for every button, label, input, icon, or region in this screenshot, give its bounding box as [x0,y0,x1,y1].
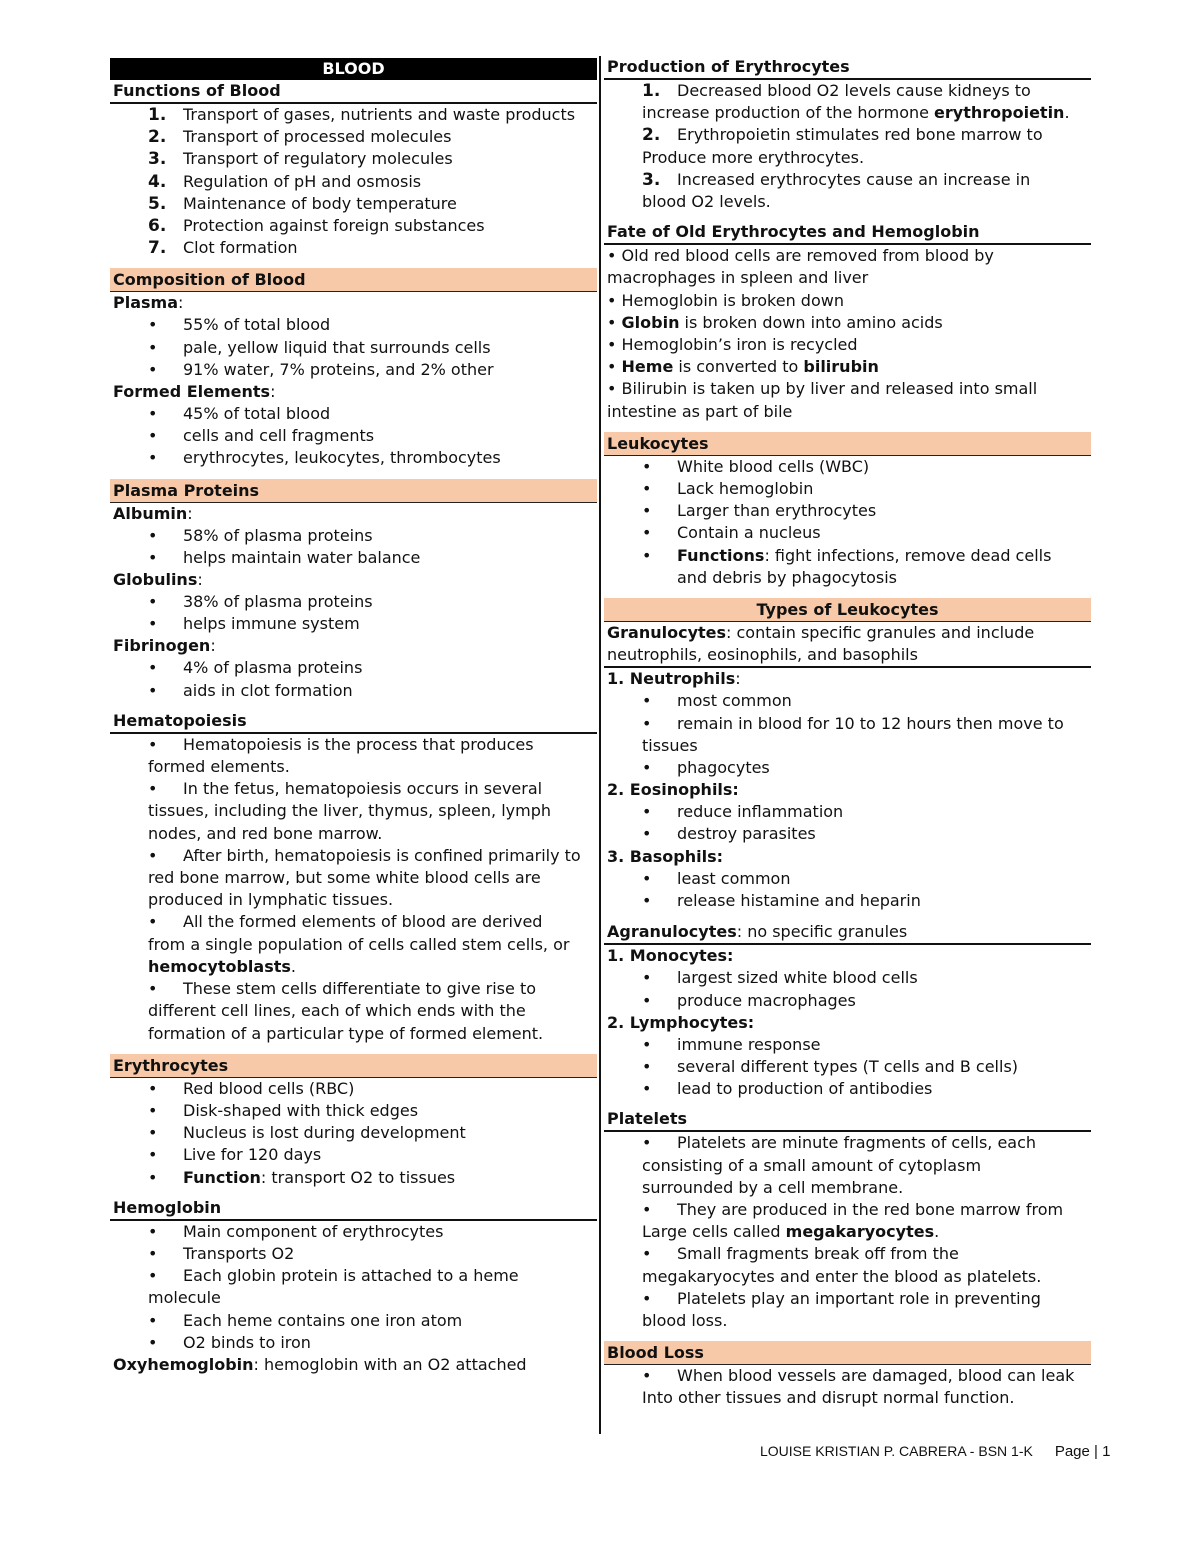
list-item: 4. Regulation of pH and osmosis [148,171,422,192]
plasma-label: Plasma: [113,293,184,313]
list-item: • Functions: fight infections, remove dead cells [604,545,1091,567]
leukocytes-list [604,456,1091,589]
list-item: 7. Clot formation [148,238,298,259]
list-item: • erythrocytes, leukocytes, thrombocytes [110,447,597,469]
list-item: • produce macrophages [604,990,1091,1012]
list-item: • helps maintain water balance [110,547,597,569]
agranulocytes-definition: Agranulocytes: no specific granules [604,921,1091,945]
footer-author: LOUISE KRISTIAN P. CABRERA - BSN 1-K [760,1443,1033,1459]
list-item: • 4% of plasma proteins [110,657,597,679]
formed-elements-label: Formed Elements: [113,382,276,402]
hematopoiesis-heading: Hematopoiesis [110,710,597,734]
eosinophils-list [604,801,1091,845]
leukocytes-heading: Leukocytes [604,432,1091,456]
page-footer [760,1443,1110,1460]
list-item: • least common [604,868,1091,890]
neutrophils-list: • most common • remain in blood for 10 to 12 hours then move to tissues • phagocytes [642,691,1064,778]
list-item: • Live for 120 days [110,1144,597,1166]
basophils-label: 3. Basophils: [607,846,724,866]
fate-heading: Fate of Old Erythrocytes and Hemoglobin [604,221,1091,245]
globulins-label: Globulins: [113,570,203,590]
list-item: • aids in clot formation [110,680,597,702]
platelets-heading: Platelets [604,1108,1091,1132]
fibrinogen-label: Fibrinogen: [113,636,216,656]
list-item: • 55% of total blood [110,314,597,336]
erythrocytes-heading: Erythrocytes [110,1054,597,1078]
globulins-list [110,591,597,635]
granulocytes-definition: Granulocytes: contain specific granules and include neutrophils, eosinophils, and basophils [604,622,1091,668]
blood-loss-list: • When blood vessels are damaged, blood can leak Into other tissues and disrupt normal function. [642,1366,1075,1408]
production-heading: Production of Erythrocytes [604,56,1091,80]
monocytes-label: 1. Monocytes: [607,946,734,966]
page-number: Page | 1 [1054,1443,1111,1460]
production-steps: 1. Decreased blood O2 levels cause kidneys to increase production of the hormone erythropoietin. 2. Erythropoietin stimulates red bone marrow to Produce more erythrocytes. 3. Increased erythrocytes cause an increase in blood O2 levels. [642,81,1070,212]
list-item: • lead to production of antibodies [604,1078,1091,1100]
list-item: • destroy parasites [604,823,1091,845]
blood-loss-heading: Blood Loss [604,1341,1091,1365]
list-item: 2. Transport of processed molecules [148,127,452,148]
fibrinogen-list [110,657,597,701]
platelets-list: • Platelets are minute fragments of cells, each consisting of a small amount of cytoplasm surrounded by a cell membrane. • They are produced in the red bone marrow from Large cells called megakaryocytes. • Small fragments break off from the megakaryocytes and enter the blood as platelets. • Platelets play an important role in preventing blood loss. [642,1133,1064,1330]
eosinophils-label: 2. Eosinophils: [607,780,739,800]
monocytes-list [604,967,1091,1011]
list-item: • cells and cell fragments [110,425,597,447]
list-item: • 45% of total blood [110,403,597,425]
list-item: • 58% of plasma proteins [110,525,597,547]
oxyhemoglobin-definition: Oxyhemoglobin: hemoglobin with an O2 attached [113,1354,527,1374]
list-item: • Red blood cells (RBC) [110,1078,597,1100]
functions-heading: Functions of Blood [110,80,597,104]
list-item: 1. Transport of gases, nutrients and waste products [148,105,576,125]
basophils-list [604,868,1091,912]
fate-list: • Old red blood cells are removed from blood by macrophages in spleen and liver • Hemoglobin is broken down • Globin is broken down into amino acids • Hemoglobin’s iron is recycled • Heme is converted to bilirubin • Bilirubin is taken up by liver and released into small intestine as part of bile [607,246,1038,421]
list-item: 6. Protection against foreign substances [148,216,485,237]
list-item: • Function: transport O2 to tissues [110,1167,597,1189]
left-column [110,56,597,1376]
plasma-list [110,314,597,381]
list-item: • immune response [604,1034,1091,1056]
lymphocytes-list [604,1034,1091,1101]
list-item: • helps immune system [110,613,597,635]
hemoglobin-heading: Hemoglobin [110,1197,597,1221]
list-item: • White blood cells (WBC) [604,456,1091,478]
right-column [604,56,1091,1410]
list-item: • reduce inflammation [604,801,1091,823]
list-item: • pale, yellow liquid that surrounds cells [110,337,597,359]
lymphocytes-label: 2. Lymphocytes: [607,1012,755,1032]
page-title: BLOOD [110,58,597,80]
list-item: • 38% of plasma proteins [110,591,597,613]
list-item: • 91% water, 7% proteins, and 2% other [110,359,597,381]
neutrophils-label: 1. Neutrophils: [607,669,741,689]
column-divider [599,56,601,1434]
plasma-proteins-heading: Plasma Proteins [110,479,597,503]
list-item: • Larger than erythrocytes [604,500,1091,522]
list-item: • largest sized white blood cells [604,967,1091,989]
list-item: • Contain a nucleus [604,522,1091,544]
list-item: • Lack hemoglobin [604,478,1091,500]
functions-list [110,104,597,259]
list-item: 5. Maintenance of body temperature [148,193,457,214]
composition-heading: Composition of Blood [110,268,597,292]
list-item: • several different types (T cells and B cells) [604,1056,1091,1078]
hemoglobin-list: • Main component of erythrocytes • Transports O2 • Each globin protein is attached to a heme molecule • Each heme contains one iron atom • O2 binds to iron [148,1221,519,1352]
list-item-continuation: and debris by phagocytosis [677,567,897,587]
list-item: • Nucleus is lost during development [110,1122,597,1144]
albumin-label: Albumin: [113,503,193,523]
list-item: 3. Transport of regulatory molecules [148,149,453,170]
erythrocytes-list [110,1078,597,1189]
list-item: • Disk-shaped with thick edges [110,1100,597,1122]
types-heading: Types of Leukocytes [604,598,1091,622]
formed-elements-list [110,403,597,470]
hematopoiesis-paragraph: • Hematopoiesis is the process that produces formed elements. • In the fetus, hematopoiesis occurs in several tissues, including the liver, thymus, spleen, lymph nodes, and red bone marrow. • After birth, hematopoiesis is confined primarily to red bone marrow, but some white blood cells are produced in lymphatic tissues. • All the formed elements of blood are derived from a single population of cells called stem cells, or hemocytoblasts. • These stem cells differentiate to give rise to different cell lines, each of which ends with the formation of a particular type of formed element. [148,734,581,1043]
list-item: • release histamine and heparin [604,890,1091,912]
albumin-list [110,525,597,569]
